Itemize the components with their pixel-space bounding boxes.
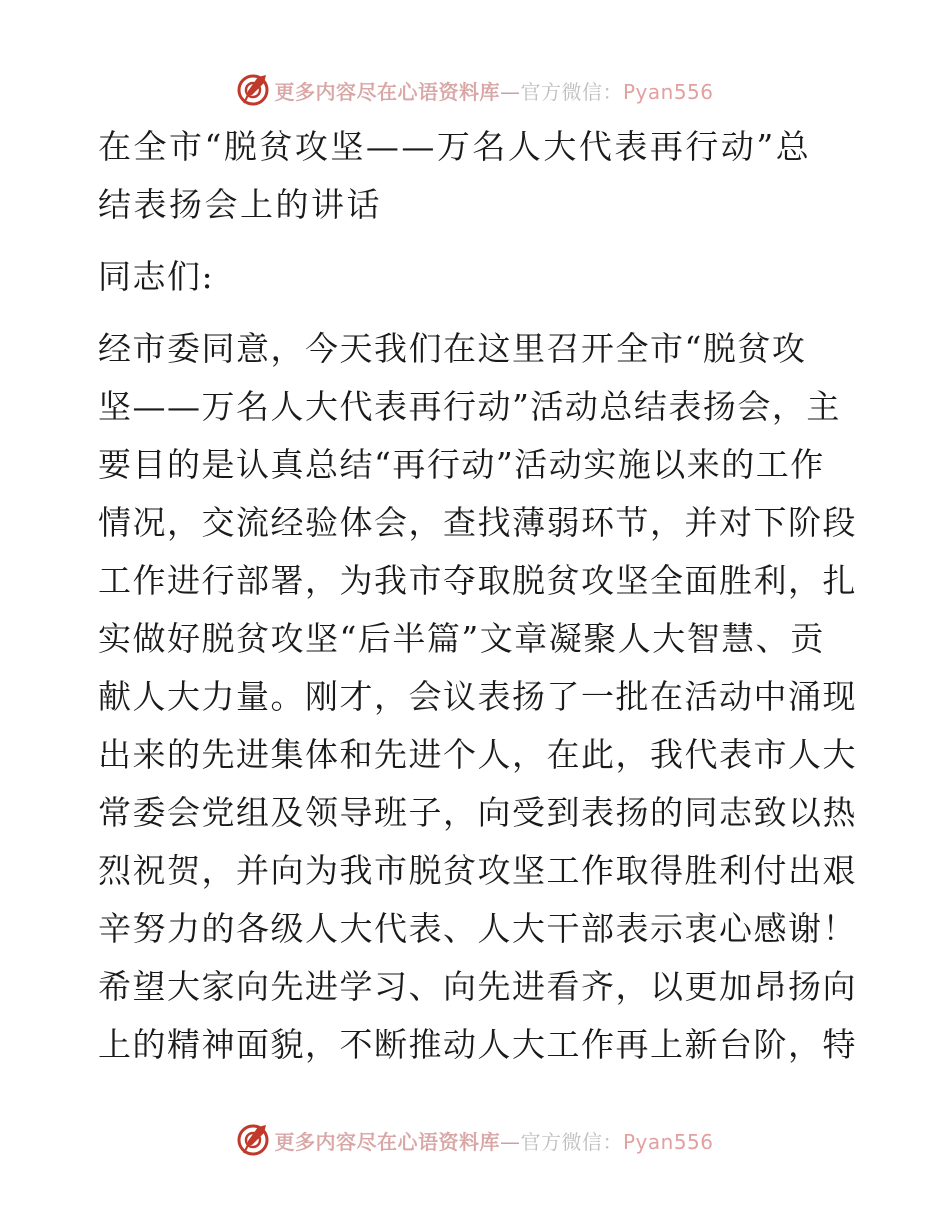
banner-promo-text: 更多内容尽在心语资料库	[274, 1129, 500, 1154]
paragraph-line: 要目的是认真总结“再行动”活动实施以来的工作	[98, 445, 825, 484]
banner-dash: —	[499, 79, 521, 104]
paragraph-line: 经市委同意，今天我们在这里召开全市“脱贫攻	[98, 329, 807, 368]
banner-text	[274, 1126, 713, 1155]
banner-wechat-id: Pyan556	[622, 1129, 714, 1154]
paragraph-line: 实做好脱贫攻坚“后半篇”文章凝聚人大智慧、贡	[98, 619, 825, 658]
banner-wechat-id: Pyan556	[622, 79, 714, 104]
footer-banner	[0, 1120, 950, 1160]
pen-logo-icon	[236, 1123, 270, 1157]
title-line: 在全市“脱贫攻坚——万名人大代表再行动”总	[98, 127, 812, 166]
banner-dash: —	[499, 1129, 521, 1154]
banner-text	[274, 76, 713, 105]
document-title	[98, 118, 858, 234]
salutation: 同志们:	[98, 257, 215, 296]
body-paragraph	[98, 320, 858, 1074]
paragraph-line: 工作进行部署，为我市夺取脱贫攻坚全面胜利，扎	[98, 561, 857, 600]
banner-official-label: 官方微信：	[520, 1129, 623, 1154]
header-banner	[0, 70, 950, 110]
paragraph-line: 献人大力量。刚才，会议表扬了一批在活动中涌现	[98, 677, 857, 716]
paragraph-line: 辛努力的各级人大代表、人大干部表示衷心感谢！	[98, 909, 857, 948]
paragraph-line: 出来的先进集体和先进个人，在此，我代表市人大	[98, 735, 857, 774]
document-body	[98, 118, 858, 1074]
paragraph-line: 上的精神面貌，不断推动人大工作再上新台阶，特	[98, 1025, 857, 1064]
banner-promo-text: 更多内容尽在心语资料库	[274, 79, 500, 104]
pen-logo-icon	[236, 73, 270, 107]
paragraph-line: 希望大家向先进学习、向先进看齐，以更加昂扬向	[98, 967, 857, 1006]
paragraph-line: 坚——万名人大代表再行动”活动总结表扬会，主	[98, 387, 841, 426]
paragraph-line: 烈祝贺，并向为我市脱贫攻坚工作取得胜利付出艰	[98, 851, 857, 890]
banner-official-label: 官方微信：	[520, 79, 623, 104]
paragraph-line: 常委会党组及领导班子，向受到表扬的同志致以热	[98, 793, 857, 832]
title-line: 结表扬会上的讲话	[98, 185, 382, 224]
paragraph-line: 情况，交流经验体会，查找薄弱环节，并对下阶段	[98, 503, 857, 542]
